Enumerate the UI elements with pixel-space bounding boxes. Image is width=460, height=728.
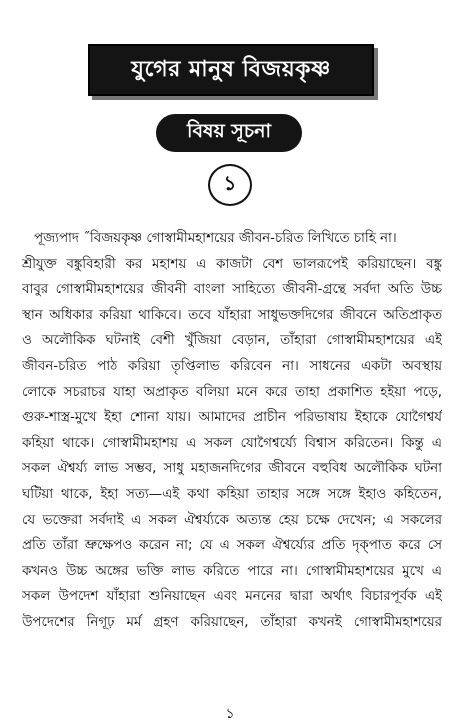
text-line: সকল ঐশ্বর্য্য লাভ সম্ভব, সাধু মহাজনদিগের জীবনে বহুবিধ অলৌকিক ঘটনা	[22, 461, 442, 477]
chapter-number: ১	[223, 170, 237, 195]
text-line: পূজ্যপাদ ˝বিজয়কৃষ্ণ গোস্বামীমহাশয়ের জীবন-চরিত লিখিতে চাহি না।	[34, 231, 397, 246]
chapter-number-circle	[208, 164, 252, 206]
text-line: উপদেশের নিগূঢ় মর্ম গ্রহণ করিয়াছেন, তাঁহারা কখনই গোস্বামীমহাশয়ের	[22, 614, 442, 630]
body-paragraph	[22, 226, 442, 636]
text-line: কহিয়া থাকে। গোস্বামীমহাশয় এ সকল যোগৈশ্বর্য্যে বিশ্বাস করিতেন। কিন্তু এ	[22, 435, 442, 451]
text-line: যে ভক্তেরা সর্বদাই এ সকল ঐশ্বর্য্যকে অত্যন্ত হেয় চক্ষে দেখেন; এ সকলের	[22, 512, 442, 528]
text-line: প্রতি তাঁরা ভ্রুক্ষেপও করেন না; যে এ সকল ঐশ্বর্য্যের প্রতি দৃক্‌পাত করে সে	[22, 538, 442, 554]
text-line: ও অলৌকিক ঘটনাই বেশী খুঁজিয়া বেড়ান, তাঁহারা গোস্বামীমহাশয়ের এই	[22, 333, 442, 349]
text-line: গুরু-শাস্ত্র-মুখে ইহা শোনা যায়। আমাদের প্রাচীন পরিভাষায় ইহাকে যোগৈশ্বর্য	[22, 410, 442, 426]
text-line: জীবন-চরিত পাঠ করিয়া তৃপ্তিলাভ করিবেন না। সাধনের একটা অবস্থায়	[22, 358, 442, 374]
book-title-banner	[88, 44, 374, 96]
book-title: যুগের মানুষ বিজয়কৃষ্ণ	[131, 55, 331, 82]
text-line: শ্রীযুক্ত বঙ্কুবিহারী কর মহাশয় এ কাজটা বেশ ভালরূপেই করিয়াছেন। বঙ্কু	[22, 256, 442, 272]
text-line: স্থান অধিকার করিয়া থাকিবে। তবে যাঁহারা সাধুভক্তদিগের জীবনে অতিপ্রাকৃত	[22, 307, 442, 323]
text-line: সকল উপদেশ যাঁহারা শুনিয়াছেন এবং মননের দ্বারা অর্থাৎ বিচারপূর্বক এই	[22, 589, 442, 605]
text-line: কখনও উচ্চ অঙ্গের ভক্তি লাভ করিতে পারে না। গোস্বামীমহাশয়ের মুখে এ	[22, 563, 442, 579]
text-line: লোকে সচরাচর যাহা অপ্রাকৃত বলিয়া মনে করে তাহা প্রকাশিত হইয়া পড়ে,	[22, 384, 442, 400]
text-line: ঘটিয়া থাকে, ইহা সত্য—এই কথা কহিয়া তাহার সঙ্গে সঙ্গে ইহাও কহিতেন,	[22, 486, 442, 502]
page-number: ১	[225, 706, 235, 722]
section-title-banner	[156, 114, 302, 152]
text-line: বাবুর গোস্বামীমহাশয়ের জীবনী বাংলা সাহিত্যে জীবনী-গ্রন্থে সর্বদা অতি উচ্চ	[22, 282, 442, 298]
section-title: বিষয় সূচনা	[187, 120, 271, 142]
